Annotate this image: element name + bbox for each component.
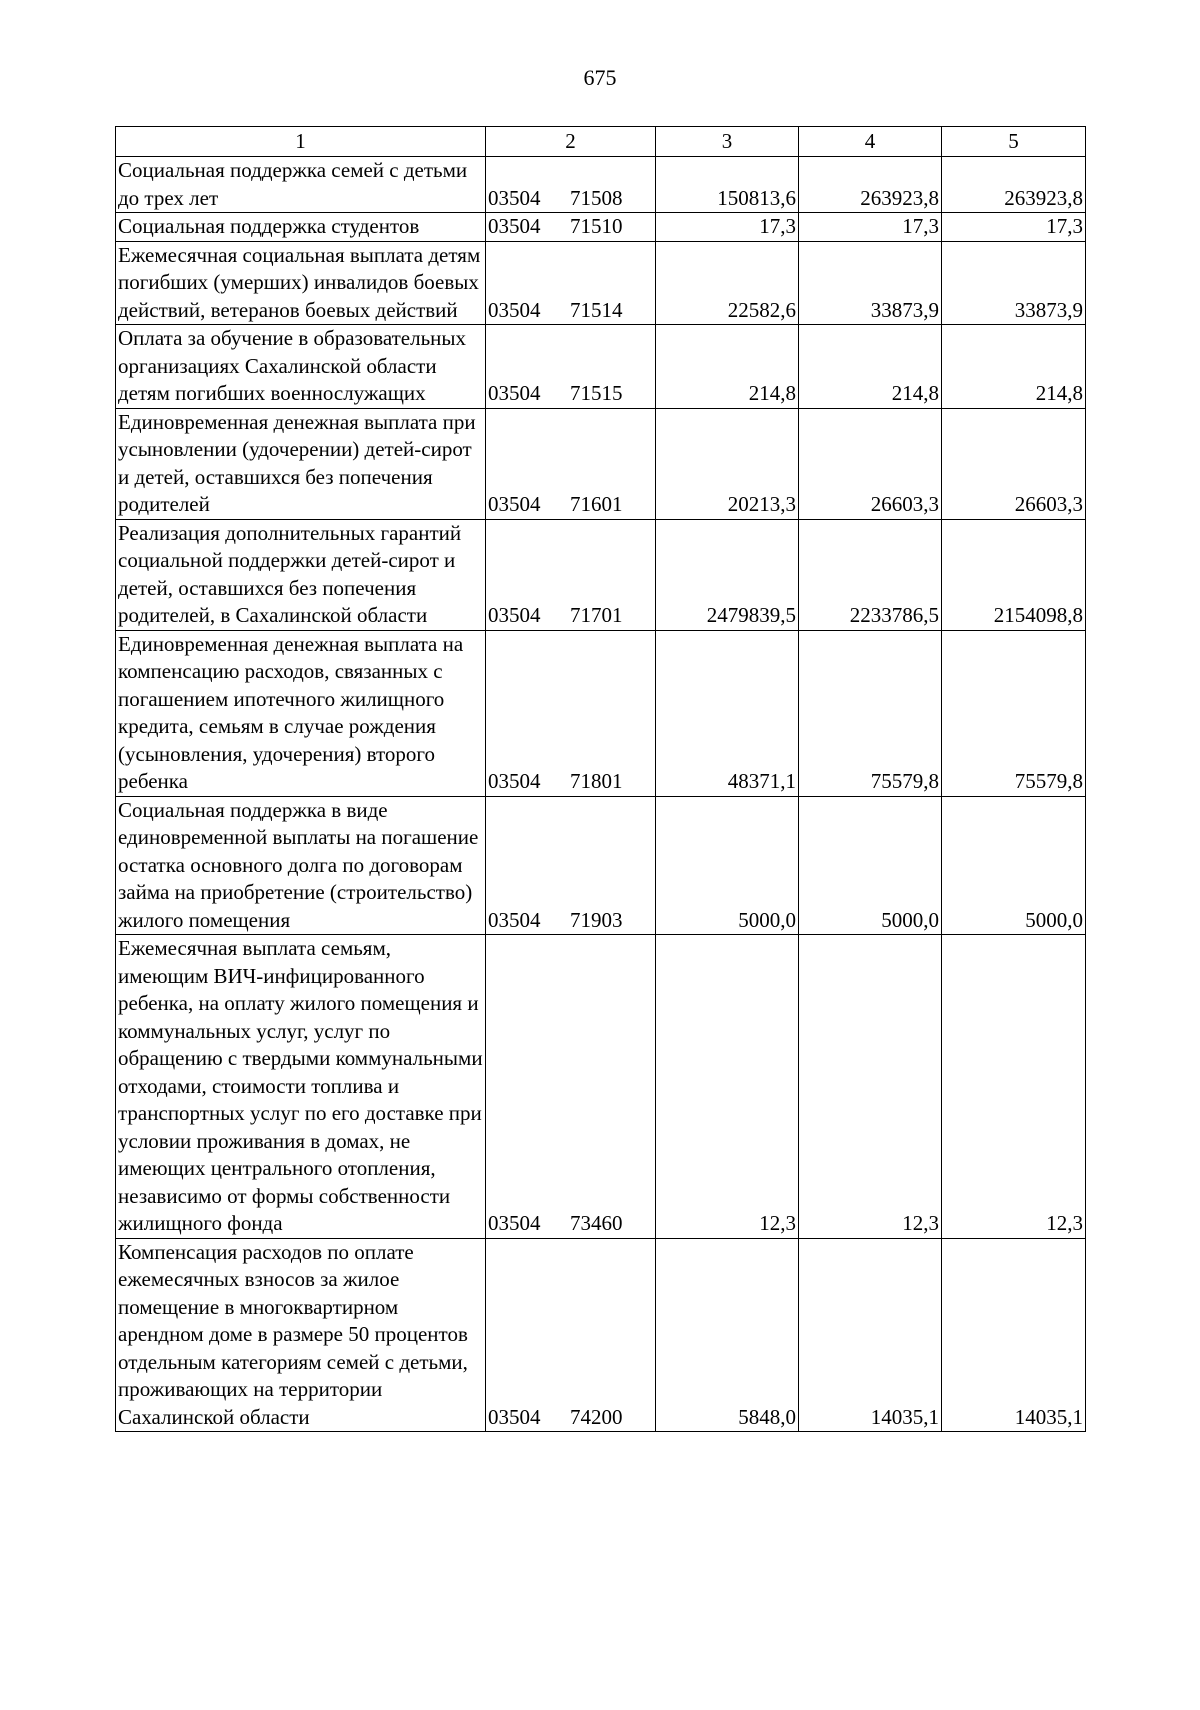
header-col-2: 2 xyxy=(486,127,656,157)
row-code-section: 03504 xyxy=(488,1404,541,1429)
row-value-col-5: 214,8 xyxy=(942,325,1086,409)
row-code-article: 74200 xyxy=(570,1404,623,1429)
table-row xyxy=(116,157,1086,213)
row-value-col-3: 20213,3 xyxy=(656,408,799,519)
row-code-article: 71515 xyxy=(570,381,623,405)
row-code-section: 03504 xyxy=(488,492,541,516)
row-code-section: 03504 xyxy=(488,381,541,405)
row-value-col-3: 150813,6 xyxy=(656,157,799,213)
row-code-article: 71514 xyxy=(570,297,623,322)
row-value-col-3: 5000,0 xyxy=(656,796,799,935)
row-value-col-5: 26603,3 xyxy=(942,408,1086,519)
row-value-col-4: 5000,0 xyxy=(799,796,942,935)
row-code-section: 03504 xyxy=(488,907,541,932)
table-row xyxy=(116,325,1086,409)
table-row xyxy=(116,241,1086,325)
row-code xyxy=(486,408,656,519)
row-code xyxy=(486,630,656,796)
row-value-col-4: 263923,8 xyxy=(799,157,942,213)
row-value-col-5: 17,3 xyxy=(942,213,1086,242)
row-name: Ежемесячная социальная выплата детям погибших (умерших) инвалидов боевых действий, ветеранов боевых действий xyxy=(116,241,486,325)
row-value-col-5: 33873,9 xyxy=(942,241,1086,325)
header-col-4: 4 xyxy=(799,127,942,157)
row-value-col-4: 214,8 xyxy=(799,325,942,409)
row-code-section: 03504 xyxy=(488,185,541,210)
row-value-col-4: 75579,8 xyxy=(799,630,942,796)
row-code-section: 03504 xyxy=(488,297,541,322)
row-code xyxy=(486,157,656,213)
row-value-col-5: 2154098,8 xyxy=(942,519,1086,630)
table-row xyxy=(116,796,1086,935)
row-value-col-3: 12,3 xyxy=(656,935,799,1239)
row-value-col-4: 33873,9 xyxy=(799,241,942,325)
row-code-article: 71701 xyxy=(570,603,623,627)
table-row xyxy=(116,935,1086,1239)
row-name: Единовременная денежная выплата на компенсацию расходов, связанных с погашением ипотечного жилищного кредита, семьям в случае рождения (усыновления, удочерения) второго ребенка xyxy=(116,630,486,796)
row-value-col-5: 263923,8 xyxy=(942,157,1086,213)
table-row xyxy=(116,630,1086,796)
row-name: Единовременная денежная выплата при усыновлении (удочерении) детей-сирот и детей, оставшихся без попечения родителей xyxy=(116,408,486,519)
row-code xyxy=(486,213,656,242)
header-col-5: 5 xyxy=(942,127,1086,157)
table-header-row xyxy=(116,127,1086,157)
row-value-col-3: 214,8 xyxy=(656,325,799,409)
table-row xyxy=(116,408,1086,519)
row-code-section: 03504 xyxy=(488,769,541,793)
table-row xyxy=(116,519,1086,630)
row-name: Социальная поддержка семей с детьми до трех лет xyxy=(116,157,486,213)
row-code-article: 71510 xyxy=(570,214,623,238)
row-value-col-4: 26603,3 xyxy=(799,408,942,519)
row-value-col-5: 75579,8 xyxy=(942,630,1086,796)
row-name: Компенсация расходов по оплате ежемесячных взносов за жилое помещение в многоквартирном арендном доме в размере 50 процентов отдельным категориям семей с детьми, проживающих на территории Сахалинской области xyxy=(116,1238,486,1432)
row-name: Социальная поддержка в виде единовременной выплаты на погашение остатка основного долга по договорам займа на приобретение (строительство) жилого помещения xyxy=(116,796,486,935)
row-code-section: 03504 xyxy=(488,214,541,238)
row-value-col-3: 22582,6 xyxy=(656,241,799,325)
row-code-article: 73460 xyxy=(570,1211,623,1235)
table-row xyxy=(116,1238,1086,1432)
row-code-article: 71601 xyxy=(570,492,623,516)
row-code xyxy=(486,519,656,630)
row-name: Ежемесячная выплата семьям, имеющим ВИЧ-инфицированного ребенка, на оплату жилого помещения и коммунальных услуг, услуг по обращению с твердыми коммунальными отходами, стоимости топлива и транспортных услуг по его доставке при условии проживания в домах, не имеющих центрального отопления, независимо от формы собственности жилищного фонда xyxy=(116,935,486,1239)
row-value-col-4: 17,3 xyxy=(799,213,942,242)
row-code-section: 03504 xyxy=(488,1211,541,1235)
header-col-1: 1 xyxy=(116,127,486,157)
row-name: Реализация дополнительных гарантий социальной поддержки детей-сирот и детей, оставшихся без попечения родителей, в Сахалинской области xyxy=(116,519,486,630)
budget-table xyxy=(115,126,1086,1432)
row-value-col-4: 2233786,5 xyxy=(799,519,942,630)
row-code-article: 71903 xyxy=(570,907,623,932)
row-name: Социальная поддержка студентов xyxy=(116,213,486,242)
row-value-col-3: 5848,0 xyxy=(656,1238,799,1432)
row-code-article: 71508 xyxy=(570,185,623,210)
row-code-article: 71801 xyxy=(570,769,623,793)
header-col-3: 3 xyxy=(656,127,799,157)
row-code xyxy=(486,1238,656,1432)
row-value-col-3: 48371,1 xyxy=(656,630,799,796)
row-value-col-3: 2479839,5 xyxy=(656,519,799,630)
page-number: 675 xyxy=(583,65,617,90)
row-value-col-5: 12,3 xyxy=(942,935,1086,1239)
row-value-col-4: 14035,1 xyxy=(799,1238,942,1432)
row-code xyxy=(486,241,656,325)
row-code xyxy=(486,935,656,1239)
row-code xyxy=(486,796,656,935)
row-code xyxy=(486,325,656,409)
row-value-col-4: 12,3 xyxy=(799,935,942,1239)
row-value-col-5: 5000,0 xyxy=(942,796,1086,935)
table-row xyxy=(116,213,1086,242)
row-name: Оплата за обучение в образовательных организациях Сахалинской области детям погибших военнослужащих xyxy=(116,325,486,409)
row-value-col-3: 17,3 xyxy=(656,213,799,242)
row-value-col-5: 14035,1 xyxy=(942,1238,1086,1432)
row-code-section: 03504 xyxy=(488,603,541,627)
